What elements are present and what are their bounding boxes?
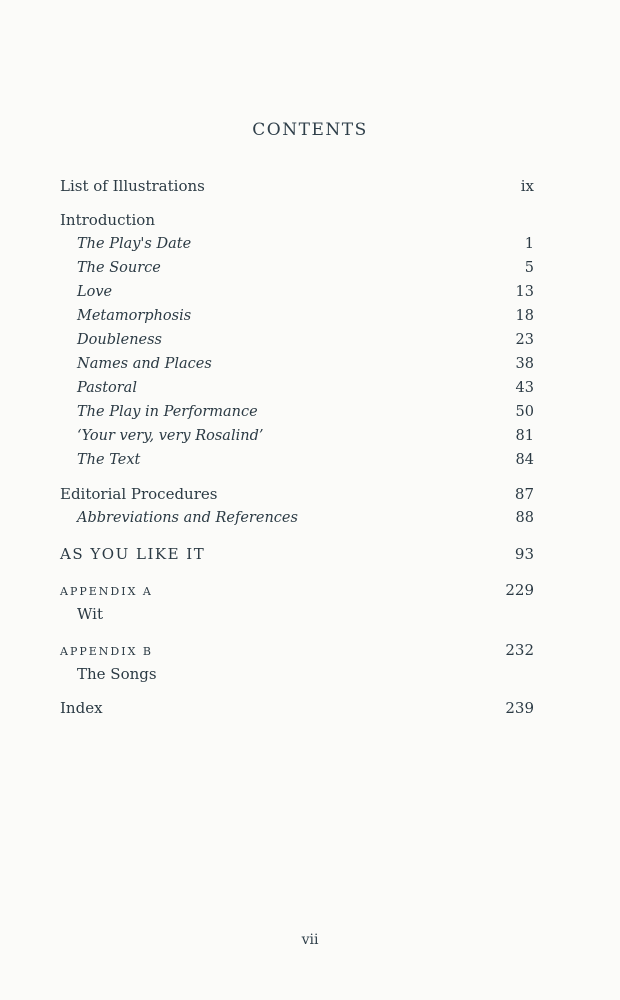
toc-entry-page: 93 bbox=[514, 545, 534, 563]
toc-subentry-page: 13 bbox=[515, 284, 534, 300]
toc-subentry-title: Love bbox=[77, 284, 113, 300]
toc-subentry-title: The Play's Date bbox=[77, 236, 192, 252]
appendix-label: APPENDIX B bbox=[60, 645, 153, 658]
toc-subentry bbox=[60, 280, 534, 304]
page-number: vii bbox=[301, 932, 319, 948]
toc-subentry-title: Doubleness bbox=[77, 332, 162, 348]
toc-subentry bbox=[60, 424, 534, 448]
toc-subentry-page: 43 bbox=[515, 380, 534, 396]
toc-entry-title: List of Illustrations bbox=[60, 177, 205, 195]
toc-entry-editorial-procedures bbox=[60, 482, 534, 506]
table-of-contents bbox=[60, 174, 534, 720]
appendix-title: The Songs bbox=[77, 665, 157, 683]
toc-subentry-title: Metamorphosis bbox=[77, 308, 192, 324]
toc-entry-appendix-a bbox=[60, 578, 534, 602]
appendix-label: APPENDIX A bbox=[60, 585, 153, 598]
toc-subentry-page: 23 bbox=[515, 332, 534, 348]
toc-subentry-page: 38 bbox=[515, 356, 534, 372]
toc-subentry-title: Abbreviations and References bbox=[77, 510, 298, 526]
toc-entry-title: Introduction bbox=[60, 211, 155, 229]
toc-subentry bbox=[60, 328, 534, 352]
toc-subentry-title: ‘Your very, very Rosalind’ bbox=[77, 428, 264, 444]
toc-subentry-page: 5 bbox=[524, 260, 534, 276]
toc-subentry bbox=[60, 662, 534, 686]
toc-subentry bbox=[60, 602, 534, 626]
toc-subentry bbox=[60, 506, 534, 530]
toc-entry-page: 232 bbox=[505, 641, 534, 659]
toc-entry-page: 87 bbox=[514, 485, 534, 503]
toc-subentry-page: 1 bbox=[524, 236, 534, 252]
toc-subentry bbox=[60, 400, 534, 424]
toc-entry-title: Editorial Procedures bbox=[60, 485, 218, 503]
toc-subentry bbox=[60, 304, 534, 328]
toc-subentry-page: 81 bbox=[515, 428, 534, 444]
toc-entry-title: Index bbox=[60, 699, 103, 717]
toc-subentry-title: The Play in Performance bbox=[77, 404, 258, 420]
toc-entry-page: 239 bbox=[505, 699, 534, 717]
toc-subentry-title: The Text bbox=[77, 452, 141, 468]
appendix-title: Wit bbox=[77, 605, 103, 623]
toc-subentry-title: The Source bbox=[77, 260, 161, 276]
toc-subentry-page: 88 bbox=[515, 510, 534, 526]
toc-subentry bbox=[60, 352, 534, 376]
toc-entry-list-of-illustrations bbox=[60, 174, 534, 198]
toc-entry-introduction bbox=[60, 208, 534, 232]
toc-subentry bbox=[60, 376, 534, 400]
page-title: CONTENTS bbox=[252, 120, 368, 140]
toc-entry-page: 229 bbox=[505, 581, 534, 599]
toc-subentry-page: 84 bbox=[515, 452, 534, 468]
toc-subentry bbox=[60, 448, 534, 472]
toc-entry-index bbox=[60, 696, 534, 720]
toc-subentry-title: Names and Places bbox=[77, 356, 212, 372]
toc-entry-title: AS YOU LIKE IT bbox=[60, 545, 206, 563]
toc-entry-page: ix bbox=[520, 177, 534, 195]
toc-entry-appendix-b bbox=[60, 638, 534, 662]
toc-subentry bbox=[60, 256, 534, 280]
toc-subentry-title: Pastoral bbox=[77, 380, 137, 396]
toc-entry-play-text bbox=[60, 542, 534, 566]
toc-subentry bbox=[60, 232, 534, 256]
toc-subentry-page: 50 bbox=[515, 404, 534, 420]
toc-subentry-page: 18 bbox=[515, 308, 534, 324]
